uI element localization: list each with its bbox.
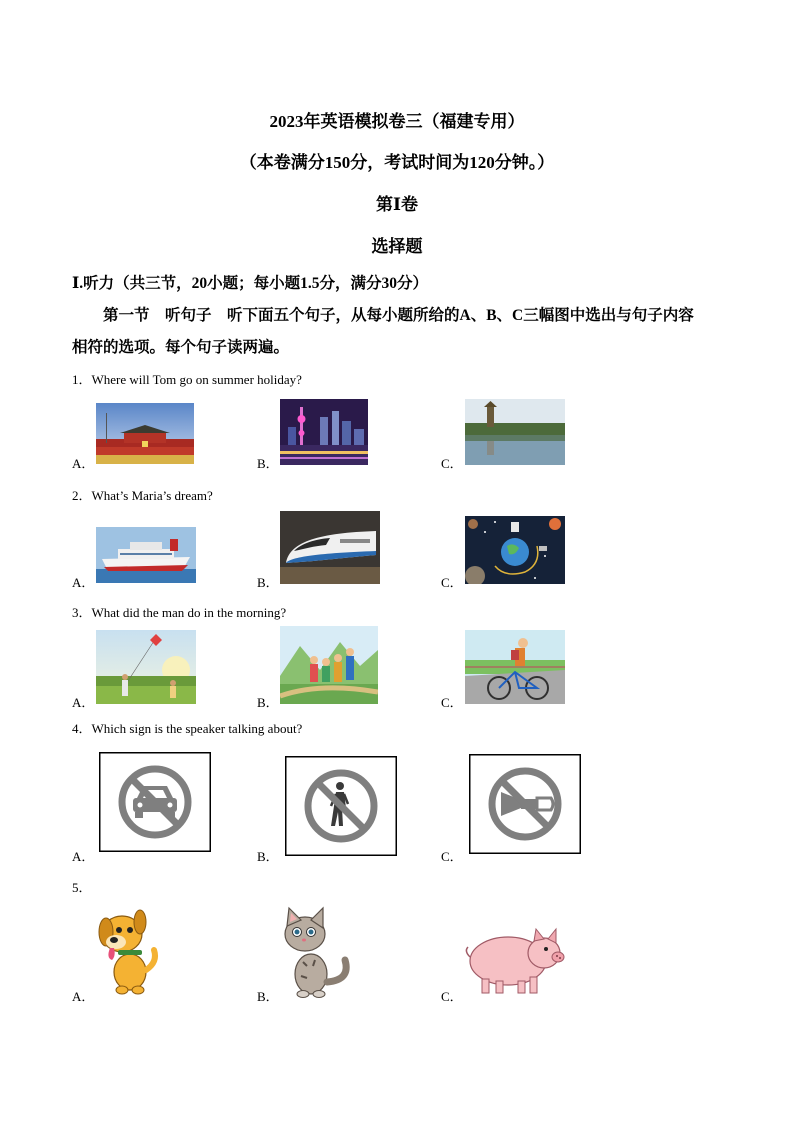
q1-option-c-label: C．	[441, 456, 463, 471]
q2-image-high-speed-train	[280, 511, 380, 584]
part1-instruction-line1: 第一节 听句子 听下面五个句子，从每小题所给的A、B、C三幅图中选出与句子内容	[103, 307, 694, 324]
part1-instruction-line2: 相符的选项。每个句子读两遍。	[72, 339, 290, 356]
q3-image-flying-kite	[96, 630, 196, 704]
q2-option-c-label: C．	[441, 575, 463, 590]
q1-image-tiananmen	[96, 403, 194, 464]
q5-option-b-label: B．	[257, 989, 279, 1004]
q3-option-b-label: B．	[257, 695, 279, 710]
q4-sign-no-horn	[469, 754, 581, 854]
q1-image-shanghai-skyline	[280, 399, 368, 465]
q5-image-cat	[277, 904, 357, 998]
q3-image-cycling	[465, 630, 565, 704]
q4-sign-no-pedestrians	[285, 756, 397, 856]
question-5-text: 5．	[72, 880, 92, 895]
question-1-text: 1．Where will Tom go on summer holiday?	[72, 372, 302, 387]
q2-image-space-earth	[465, 516, 565, 584]
q1-option-b-label: B．	[257, 456, 279, 471]
page-title: 2023年英语模拟卷三（福建专用）	[269, 112, 525, 131]
q1-option-a-label: A．	[72, 456, 95, 471]
q5-image-pig	[464, 925, 566, 997]
section-label: 选择题	[371, 237, 423, 256]
q5-option-a-label: A．	[72, 989, 95, 1004]
q3-option-a-label: A．	[72, 695, 95, 710]
q2-image-cruise-ship	[96, 527, 196, 583]
volume-label: 第Ⅰ卷	[376, 195, 418, 214]
question-4-text: 4．Which sign is the speaker talking about?	[72, 721, 303, 736]
q2-option-a-label: A．	[72, 575, 95, 590]
part1-heading: Ⅰ.听力（共三节，20小题；每小题1.5分，满分30分）	[72, 275, 429, 292]
q4-option-a-label: A．	[72, 849, 95, 864]
page-subtitle: （本卷满分150分，考试时间为120分钟。）	[239, 153, 555, 172]
q3-image-hiking	[280, 626, 378, 704]
q4-option-b-label: B．	[257, 849, 279, 864]
q5-option-c-label: C．	[441, 989, 463, 1004]
q1-image-pagoda-lake	[465, 399, 565, 465]
question-3-text: 3．What did the man do in the morning?	[72, 605, 287, 620]
q4-option-c-label: C．	[441, 849, 463, 864]
q3-option-c-label: C．	[441, 695, 463, 710]
q5-image-dog	[92, 904, 164, 996]
q2-option-b-label: B．	[257, 575, 279, 590]
question-2-text: 2．What’s Maria’s dream?	[72, 488, 213, 503]
q4-sign-no-cars	[99, 752, 211, 852]
